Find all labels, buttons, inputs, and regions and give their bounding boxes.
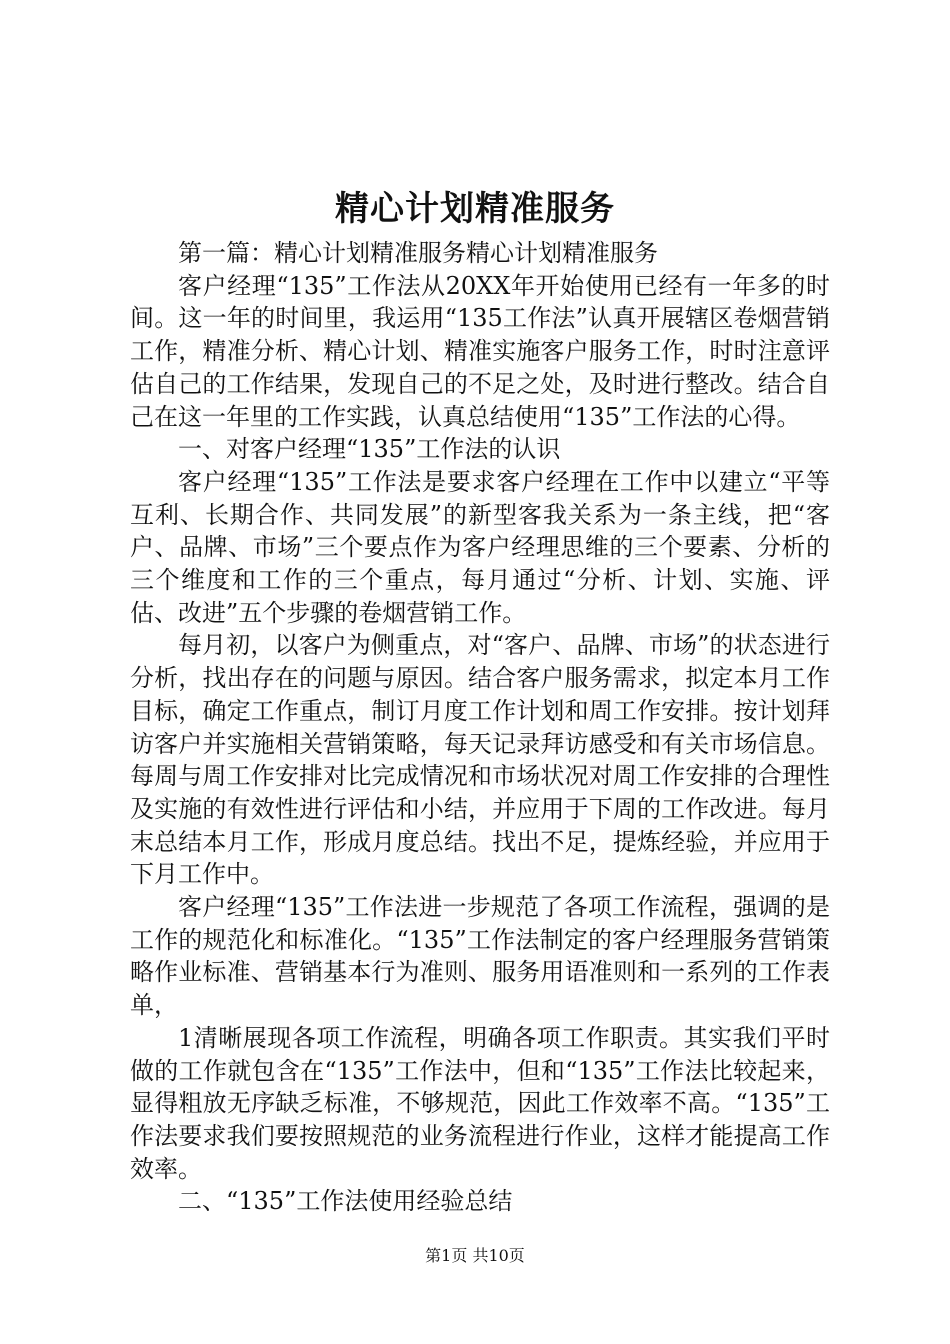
document-body — [130, 237, 830, 1218]
body-paragraph: 每月初，以客户为侧重点，对“客户、品牌、市场”的状态进行分析，找出存在的问题与原因。结合客户服务需求，拟定本月工作目标，确定工作重点，制订月度工作计划和周工作安排。按计划拜访客户并实施相关营销策略，每天记录拜访感受和有关市场信息。每周与周工作安排对比完成情况和市场状况对周工作安排的合理性及实施的有效性进行评估和小结，并应用于下周的工作改进。每月末总结本月工作，形成月度总结。找出不足，提炼经验，并应用于下月工作中。 — [130, 631, 830, 889]
body-paragraph: 客户经理“135”工作法从20XX年开始使用已经有一年多的时间。这一年的时间里，我运用“135工作法”认真开展辖区卷烟营销工作，精准分析、精心计划、精准实施客户服务工作，时时注意评估自己的工作结果，发现自己的不足之处，及时进行整改。结合自己在这一年里的工作实践，认真总结使用“135”工作法的心得。 — [130, 271, 830, 431]
body-paragraph: 客户经理“135”工作法进一步规范了各项工作流程，强调的是工作的规范化和标准化。“135”工作法制定的客户经理服务营销策略作业标准、营销基本行为准则、服务用语准则和一系列的工作表单， — [130, 893, 830, 1020]
body-paragraph: 客户经理“135”工作法是要求客户经理在工作中以建立“平等互利、长期合作、共同发展”的新型客我关系为一条主线，把“客户、品牌、市场”三个要点作为客户经理思维的三个要素、分析的三个维度和工作的三个重点，每月通过“分析、计划、实施、评估、改进”五个步骤的卷烟营销工作。 — [130, 467, 830, 627]
section-heading: 一、对客户经理“135”工作法的认识 — [178, 435, 561, 464]
section-heading: 二、“135”工作法使用经验总结 — [178, 1187, 513, 1216]
section-heading: 第一篇：精心计划精准服务精心计划精准服务 — [178, 239, 658, 267]
body-paragraph: 1清晰展现各项工作流程，明确各项工作职责。其实我们平时做的工作就包含在“135”工作法中，但和“135”工作法比较起来，显得粗放无序缺乏标准，不够规范，因此工作效率不高。“135”工作法要求我们要按照规范的业务流程进行作业，这样才能提高工作效率。 — [130, 1023, 830, 1183]
page-number: 第1页 共10页 — [425, 1246, 525, 1265]
document-title: 精心计划精准服务 — [335, 189, 615, 229]
